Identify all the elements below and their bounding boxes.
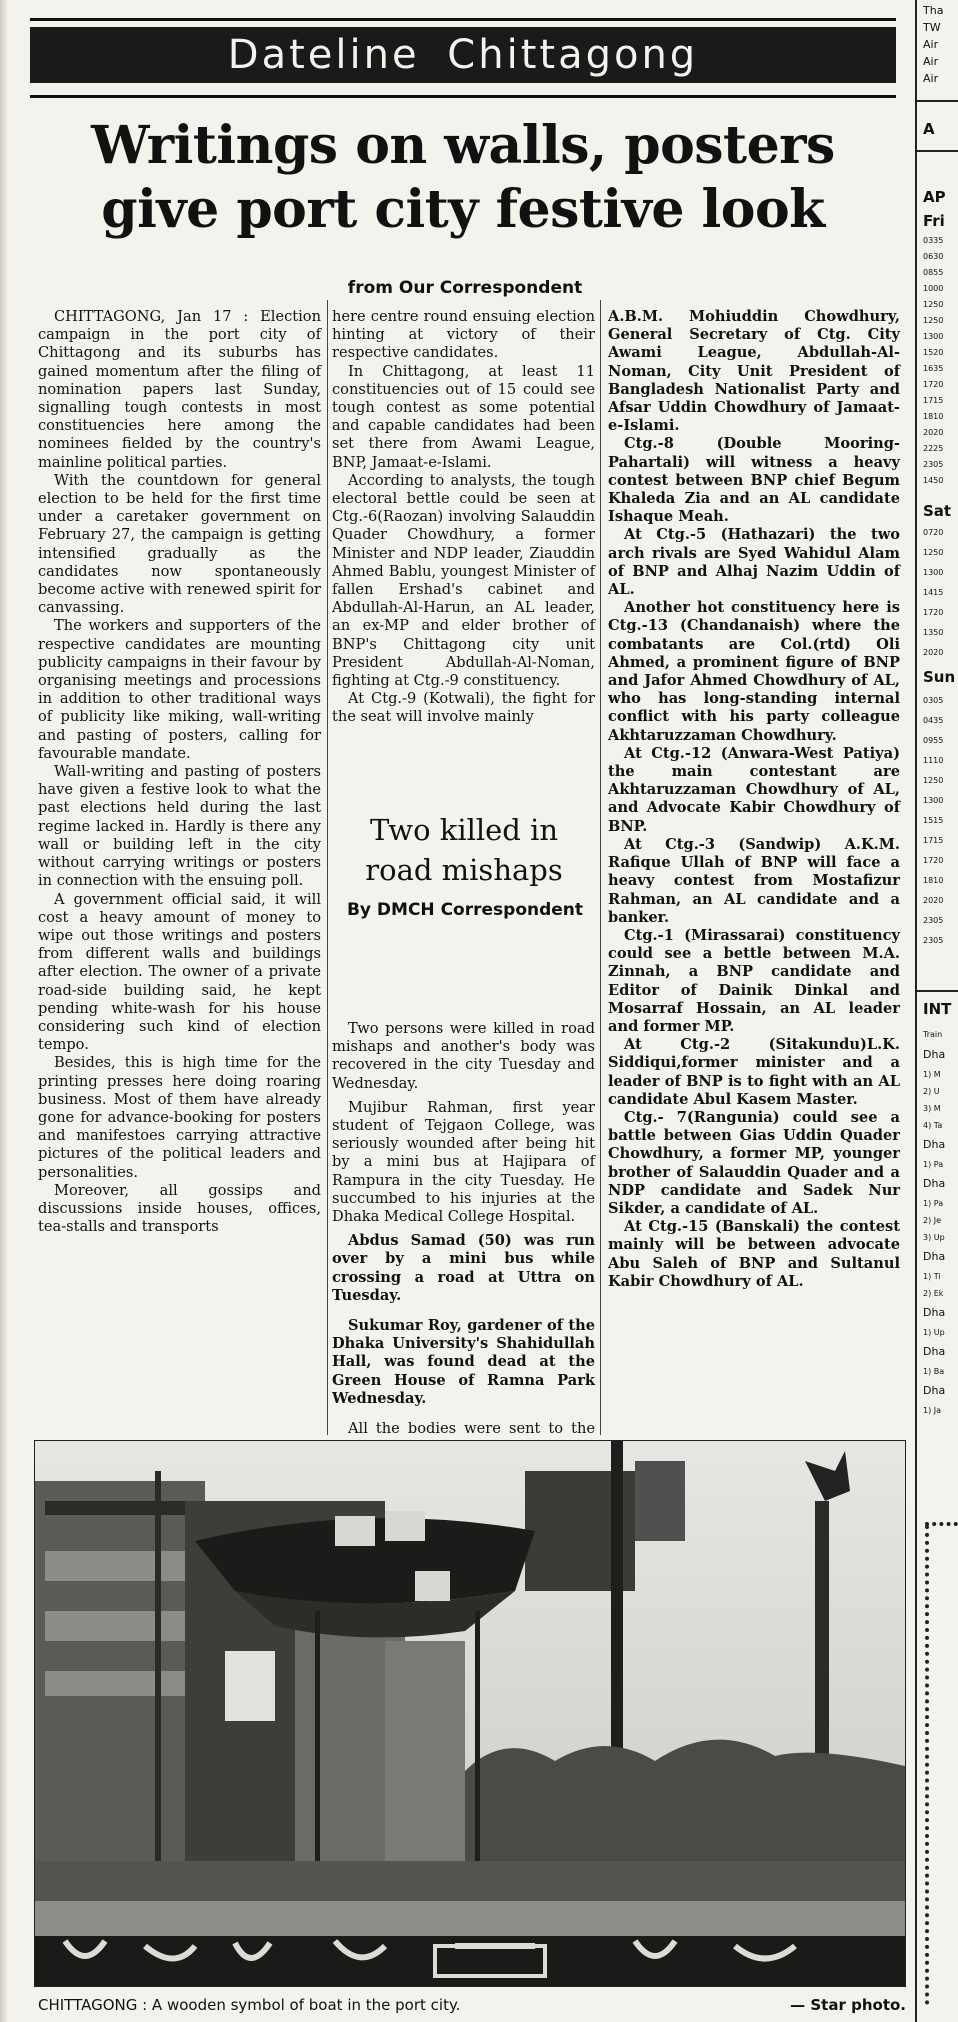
sidebar-line: 2020: [923, 648, 944, 657]
sidebar-line: 1635: [923, 364, 944, 373]
sidebar-line: TW: [923, 21, 941, 34]
paragraph: Two persons were killed in road mishaps and another's body was recovered in the city Tuesday and Wednesday.: [332, 1020, 595, 1092]
paragraph: Ctg.-1 (Mirassarai) constituency could see a bettle between M.A. Zinnah, a BNP candidate and Editor of Dainik Dinkal and Mosarraf Hossain, an AL leader and former MP.: [608, 926, 900, 1035]
sidebar-rule: [917, 100, 958, 102]
paragraph: At Ctg.-2 (Sitakundu)L.K. Siddiqui,former minister and a leader of BNP is to fight with an AL candidate Abul Kasem Master.: [608, 1036, 900, 1108]
sidebar-line: 1715: [923, 396, 944, 405]
sidebar-line: 1715: [923, 836, 944, 845]
sidebar-line: 0435: [923, 716, 944, 725]
photo-caption: [38, 1996, 906, 2014]
sidebar-line: 2) Je: [923, 1216, 942, 1225]
sidebar-rule: [917, 150, 958, 152]
sidebar-line: AP: [923, 188, 946, 206]
main-headline-line-1: Writings on walls, posters: [91, 115, 835, 176]
paragraph: Wall-writing and pasting of posters have given a festive look to what the past elections held during the last regime lacked in. Hardly is there any wall or building left in the city without carrying writings or posters in connection with the ensuing poll.: [38, 763, 321, 890]
sidebar-line: 1) Ti: [923, 1272, 941, 1281]
second-headline-line-1: Two killed in: [369, 813, 559, 847]
page-crease: [0, 0, 8, 2022]
paragraph: Abdus Samad (50) was run over by a mini bus while crossing a road at Uttra on Tuesday.: [332, 1232, 595, 1304]
sidebar-line: 1) Pa: [923, 1160, 944, 1169]
sidebar-line: 1720: [923, 856, 944, 865]
main-headline-line-2: give port city festive look: [101, 179, 825, 240]
paragraph: Ctg.-8 (Double Mooring-Pahartali) will witness a heavy contest between BNP chief Begum Khaleda Zia and an AL candidate Ishaque Meah.: [608, 435, 900, 526]
sidebar-line: 3) Up: [923, 1233, 945, 1242]
sidebar-line: 0335: [923, 236, 944, 245]
sidebar-line: Dha: [923, 1250, 946, 1263]
paragraph: Moreover, all gossips and discussions inside houses, offices, tea-stalls and transports: [38, 1181, 321, 1236]
paragraph: At Ctg.-3 (Sandwip) A.K.M. Rafique Ullah of BNP will face a heavy contest from Mostafizur Rahman, an AL candidate and a banker.: [608, 835, 900, 926]
sidebar-line: 1250: [923, 776, 944, 785]
sidebar-line: 2305: [923, 460, 944, 469]
sidebar-line: 1350: [923, 628, 944, 637]
sidebar-line: 3) M: [923, 1104, 941, 1113]
paragraph: here centre round ensuing election hinting at victory of their respective candidates.: [332, 308, 595, 362]
sidebar-line: 2305: [923, 936, 944, 945]
paragraph: Besides, this is high time for the printing presses here doing roaring business. Most of them have already gone for advance-booking for posters and manifestoes carrying attractive pictures of the political leaders and personalities.: [38, 1054, 321, 1181]
sidebar-line: 1450: [923, 476, 944, 485]
column-rule: [327, 300, 328, 1435]
sidebar-line: Train: [923, 1030, 943, 1039]
sidebar-line: 1415: [923, 588, 944, 597]
sidebar-line: 0955: [923, 736, 944, 745]
sidebar-line: 0305: [923, 696, 944, 705]
news-photo: [34, 1440, 906, 1987]
sidebar-line: 1250: [923, 300, 944, 309]
sidebar-line: Tha: [923, 4, 944, 17]
sidebar-line: Dha: [923, 1177, 946, 1190]
paragraph: Mujibur Rahman, first year student of Tejgaon College, was seriously wounded after being hit by a mini bus at Hajipara of Rampura in the city Tuesday. He succumbed to his injuries at the Dhaka Medical College Hospital.: [332, 1098, 595, 1226]
sidebar-line: 1720: [923, 380, 944, 389]
sidebar-line: 1) Pa: [923, 1199, 944, 1208]
sidebar-line: Air: [923, 72, 939, 85]
sidebar-line: 1) M: [923, 1070, 941, 1079]
paragraph: CHITTAGONG, Jan 17 : Election campaign in the port city of Chittagong and its suburbs has gained momentum after the filing of nomination papers last Sunday, signalling tough contests in most constituencies here among the nominees fielded by the country's mainline political parties.: [38, 308, 321, 471]
paragraph: Sukumar Roy, gardener of the Dhaka University's Shahidullah Hall, was found dead at the Green House of Ramna Park Wednesday.: [332, 1317, 595, 1407]
sidebar-line: 1110: [923, 756, 944, 765]
sidebar-line: 1520: [923, 348, 944, 357]
sidebar-line: 1300: [923, 796, 944, 805]
article-column-1: [38, 308, 321, 1236]
paragraph: A government official said, it will cost a heavy amount of money to wipe out those writings and posters from different walls and buildings after election. The owner of a private road-side building said, he kept pending white-wash for his house considering such kind of election tempo.: [38, 890, 321, 1054]
second-headline-line-2: road mishaps: [365, 853, 563, 887]
sidebar-line: Dha: [923, 1306, 946, 1319]
byline-prefix: from: [347, 278, 399, 298]
sidebar-line: 1) Ja: [923, 1406, 942, 1415]
paragraph: In Chittagong, at least 11 constituencies out of 15 could see tough contest as some potential and capable candidates had been set there from Awami League, BNP, Jamaat-e-Islami.: [332, 362, 595, 471]
sidebar-rule: [917, 990, 958, 992]
article-column-3: [608, 308, 900, 1291]
paragraph: A.B.M. Mohiuddin Chowdhury, General Secretary of Ctg. City Awami League, Abdullah-Al-Noman, City Unit President of Bangladesh Nationalist Party and Afsar Uddin Chowdhury of Jamaat-e-Islami.: [608, 308, 900, 435]
sidebar-line: Sun: [923, 668, 956, 686]
boat-symbol-photo: [35, 1441, 905, 1986]
paragraph: At Ctg.-9 (Kotwali), the fight for the seat will involve mainly: [332, 690, 595, 726]
sidebar-line: 1250: [923, 548, 944, 557]
sidebar-line: 2020: [923, 428, 944, 437]
sidebar-line: Air: [923, 38, 939, 51]
article-column-2: [332, 308, 595, 727]
sidebar-line: 1) Up: [923, 1328, 945, 1337]
sidebar-line: 1810: [923, 876, 944, 885]
main-byline: [335, 278, 595, 298]
sidebar-line: 2020: [923, 896, 944, 905]
sidebar-line: 2225: [923, 444, 944, 453]
second-byline: By DMCH Correspondent: [346, 900, 584, 920]
paragraph: According to analysts, the tough electoral bettle could be seen at Ctg.-6(Raozan) involving Salauddin Quader Chowdhury, a former Minister and NDP leader, Ziauddin Ahmed Bablu, youngest Minister of fallen Ershad's cabinet and Abdullah-Al-Harun, an AL leader, an ex-MP and elder brother of BNP's Chittagong city unit President Abdullah-Al-Noman, fighting at Ctg.-9 constituency.: [332, 471, 595, 690]
sidebar-line: 4) Ta: [923, 1121, 943, 1130]
sidebar-line: 1000: [923, 284, 944, 293]
photo-caption-text: CHITTAGONG : A wooden symbol of boat in the port city.: [38, 1996, 461, 2014]
sidebar-line: 0720: [923, 528, 944, 537]
sidebar-line: 2) U: [923, 1087, 940, 1096]
paragraph: At Ctg.-5 (Hathazari) the two arch rivals are Syed Wahidul Alam of BNP and Alhaj Nazim Uddin of AL.: [608, 526, 900, 599]
sidebar-line: Fri: [923, 212, 945, 230]
sidebar-line: 2) Ek: [923, 1289, 944, 1298]
paragraph: All the bodies were sent to the: [348, 1420, 595, 1438]
sidebar-line: 0630: [923, 252, 944, 261]
sidebar-line: 1720: [923, 608, 944, 617]
sidebar-dotted-border: [925, 1525, 931, 2005]
main-headline: [30, 114, 896, 242]
paragraph: The workers and supporters of the respective candidates are mounting publicity campaigns in their favour by organising meetings and processions in addition to other traditional ways of publicity like miking, wall-writing and pasting of posters, calling for favourable mandate.: [38, 617, 321, 762]
sidebar-line: 2305: [923, 916, 944, 925]
sidebar-line: Dha: [923, 1345, 946, 1358]
second-headline: [336, 810, 592, 890]
paragraph: With the countdown for general election to be held for the first time under a caretaker government on February 27, the campaign is getting intensified gradually as the candidates now spontaneously become active with renewed spirit for canvassing.: [38, 471, 321, 617]
sidebar-line: Dha: [923, 1138, 946, 1151]
paragraph: Ctg.- 7(Rangunia) could see a battle between Gias Uddin Quader Chowdhury, a former MP, younger brother of Salauddin Quader and a NDP candidate and Sadek Nur Sikder, a candidate of AL.: [608, 1108, 900, 1217]
sidebar-line: 1300: [923, 568, 944, 577]
sidebar-line: Dha: [923, 1384, 946, 1397]
sidebar-line: Dha: [923, 1048, 946, 1061]
cutoff-sidebar: [915, 0, 958, 2022]
sidebar-line: Air: [923, 55, 939, 68]
photo-credit: — Star photo.: [790, 1996, 906, 2014]
paragraph: Another hot constituency here is Ctg.-13 (Chandanaish) where the combatants are Col.(rtd) Oli Ahmed, a prominent figure of BNP and Jafor Ahmed Chowdhury of AL, who has long-standing internal conflict with his party colleague Akhtaruzzaman Chowdhury.: [608, 599, 900, 744]
column-rule: [600, 300, 601, 1435]
sidebar-line: INT: [923, 1000, 952, 1018]
sidebar-line: Sat: [923, 502, 952, 520]
sidebar-line: 1300: [923, 332, 944, 341]
sidebar-line: 1515: [923, 816, 944, 825]
second-article-body: [332, 1020, 595, 1456]
sidebar-line: 1250: [923, 316, 944, 325]
sidebar-line: A: [923, 120, 935, 138]
section-banner-title: Dateline Chittagong: [30, 27, 896, 83]
paragraph: At Ctg.-15 (Banskali) the contest mainly will be between advocate Abu Saleh of BNP and Sultanul Kabir Chowdhury of AL.: [608, 1218, 900, 1290]
byline-name: Our Correspondent: [398, 278, 583, 298]
sidebar-line: 1810: [923, 412, 944, 421]
section-banner: [30, 18, 896, 98]
sidebar-line: 1) Ba: [923, 1367, 945, 1376]
paragraph: At Ctg.-12 (Anwara-West Patiya) the main contestant are Akhtaruzzaman Chowdhury of AL, and Advocate Kabir Chowdhury of BNP.: [608, 744, 900, 835]
sidebar-line: 0855: [923, 268, 944, 277]
